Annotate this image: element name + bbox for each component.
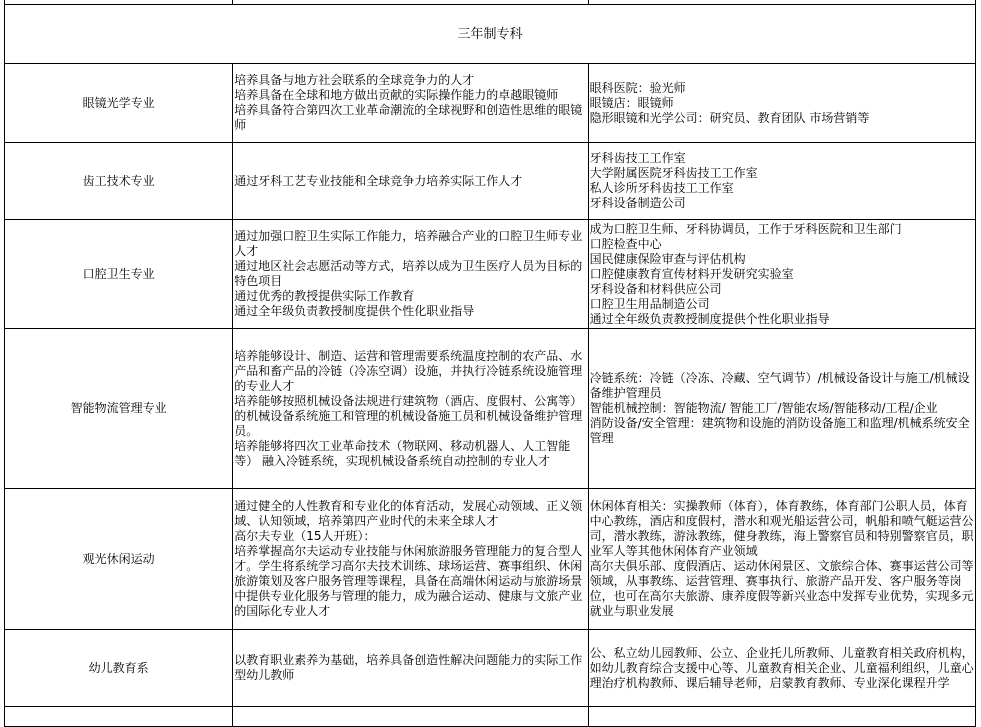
training-goal-cell xyxy=(233,329,588,489)
major-name: 口腔卫生专业 xyxy=(5,220,233,329)
training-goal-line: 培养能够按照机械设备法规进行建筑物（酒店、度假村、公寓等）的机械设备系统施工和管理的机械设备施工员和机械设备维护管理员。 xyxy=(234,393,583,438)
major-name: 齿工技术专业 xyxy=(5,143,233,220)
career-path-line: 大学附属医院牙科齿技工工作室 xyxy=(589,166,758,180)
career-path-line: 眼镜店：眼镜师 xyxy=(589,95,674,110)
table-row xyxy=(5,329,976,489)
table-body xyxy=(5,64,976,727)
training-goal-cell xyxy=(233,143,588,220)
training-goal-line: 通过牙科工艺专业技能和全球竞争力培养实际工作人才 xyxy=(234,173,523,188)
training-goal-cell xyxy=(233,489,588,630)
career-path-line: 口腔检查中心 xyxy=(589,236,662,251)
career-path-cell xyxy=(588,143,975,220)
majors-table xyxy=(4,0,976,727)
training-goal-line: 培养能够设计、制造、运营和管理需要系统温度控制的农产品、水产品和畜产品的冷链（冷冻空调）设施，并执行冷链系统设施管理的专业人才 xyxy=(234,348,583,393)
career-path-cell xyxy=(588,489,975,630)
career-path-line: 口腔健康教育宣传材料开发研究实验室 xyxy=(589,266,794,281)
table-row xyxy=(5,220,976,329)
training-goal-cell xyxy=(233,64,588,143)
career-path-cell xyxy=(588,64,975,143)
training-goal-line: 通过地区社会志愿活动等方式，培养以成为卫生医疗人员为目标的特色项目 xyxy=(234,259,583,288)
training-goal-line: 高尔夫专业（15人开班）： xyxy=(234,529,376,543)
career-path-line: 通过全年级负责教授制度提供个性化职业指导 xyxy=(589,311,830,326)
career-path-line: 消防设备/安全管理：建筑物和设施的消防设备施工和监理/机械系统安全管理 xyxy=(589,416,970,445)
training-goal-line: 培养具备在全球和地方做出贡献的实际操作能力的卓越眼镜师 xyxy=(234,88,559,102)
major-name: 观光休闲运动 xyxy=(5,489,233,630)
career-path-line: 私人诊所牙科齿技工工作室 xyxy=(589,181,734,195)
training-goal-line: 培养具备与地方社会联系的全球竞争力的人才 xyxy=(234,73,475,87)
training-goal-cell xyxy=(233,630,588,707)
career-path-line: 牙科设备制造公司 xyxy=(589,196,686,210)
major-name: 智能物流管理专业 xyxy=(5,329,233,489)
table-row xyxy=(5,489,976,630)
career-path-cell xyxy=(588,630,975,707)
training-goal-line: 通过健全的人性教育和专业化的体育活动，发展心动领域、正义领域、认知领域，培养第四产业时代的未来全球人才 xyxy=(234,499,583,528)
major-name: 眼镜光学专业 xyxy=(5,64,233,143)
career-path-line: 休闲体育相关：实操教师（体育），体育教练，体育部门公职人员，体育中心教练，酒店和度假村，潜水和观光船运营公司，帆船和喷气艇运营公司，潜水教练，游泳教练，健身教练，海上警察官员和特别警察官员，职业军人等其他休闲体育产业领域 xyxy=(589,499,974,558)
training-goal-line: 培养具备符合第四次工业革命潮流的全球视野和创造性思维的眼镜师 xyxy=(234,103,583,132)
career-path-line: 公、私立幼儿园教师、公立、企业托儿所教师、儿童教育相关政府机构，如幼儿教育综合支援中心等、儿童教育相关企业、儿童福利组织，儿童心理治疗机构教师、课后辅导老师，启蒙教育教师、专业深化课程升学 xyxy=(589,645,974,690)
table-row xyxy=(5,64,976,143)
career-path-line: 冷链系统：冷链（冷冻、冷藏、空气调节）/机械设备设计与施工/机械设备维护管理员 xyxy=(589,371,970,400)
section-title: 三年制专科 xyxy=(5,5,976,64)
training-goal-cell xyxy=(233,220,588,329)
career-path-line: 国民健康保险审查与评估机构 xyxy=(589,251,746,266)
training-goal-line: 通过加强口腔卫生实际工作能力，培养融合产业的口腔卫生师专业人才 xyxy=(234,229,583,258)
table-row xyxy=(5,143,976,220)
career-path-line: 牙科齿技工工作室 xyxy=(589,151,686,165)
career-path-line: 智能机械控制：智能物流/ 智能工厂/智能农场/智能移动/工程/企业 xyxy=(589,401,938,415)
career-path-cell xyxy=(588,220,975,329)
career-path-line: 口腔卫生用品制造公司 xyxy=(589,296,710,311)
major-name: 幼儿教育系 xyxy=(5,630,233,707)
career-path-line: 牙科设备和材料供应公司 xyxy=(589,281,722,296)
training-goal-line: 通过全年级负责教授制度提供个性化职业指导 xyxy=(234,304,475,318)
career-path-line: 眼科医院：验光师 xyxy=(589,80,686,95)
section-header-row xyxy=(5,5,976,64)
table-row xyxy=(5,630,976,707)
career-path-line: 高尔夫俱乐部、度假酒店、运动休闲景区、文旅综合体、赛事运营公司等领域，从事教练、运营管理、赛事执行、旅游产品开发、客户服务等岗位，也可在高尔夫旅游、康养度假等新兴业态中发挥专业优势，实现多元就业与职业发展 xyxy=(589,559,974,618)
career-path-cell xyxy=(588,329,975,489)
training-goal-line: 培养掌握高尔夫运动专业技能与休闲旅游服务管理能力的复合型人才。学生将系统学习高尔夫技术训练、球场运营、赛事组织、休闲旅游策划及客户服务管理等课程，具备在高端休闲运动与旅游场景中提供专业化服务与管理的能力，成为融合运动、健康与文旅产业的国际化专业人才 xyxy=(234,544,583,618)
training-goal-line: 培养能够将四次工业革命技术（物联网、移动机器人、人工智能等） 融入冷链系统，实现机械设备系统自动控制的专业人才 xyxy=(234,438,571,468)
training-goal-line: 以教育职业素养为基础，培养具备创造性解决问题能力的实际工作型幼儿教师 xyxy=(234,653,583,682)
career-path-line: 隐形眼镜和光学公司：研究员、教育团队 市场营销等 xyxy=(589,110,870,125)
career-path-line: 成为口腔卫生师、牙科协调员，工作于牙科医院和卫生部门 xyxy=(589,221,902,236)
next-row-fragment xyxy=(5,707,976,727)
training-goal-line: 通过优秀的教授提供实际工作教育 xyxy=(234,289,415,303)
